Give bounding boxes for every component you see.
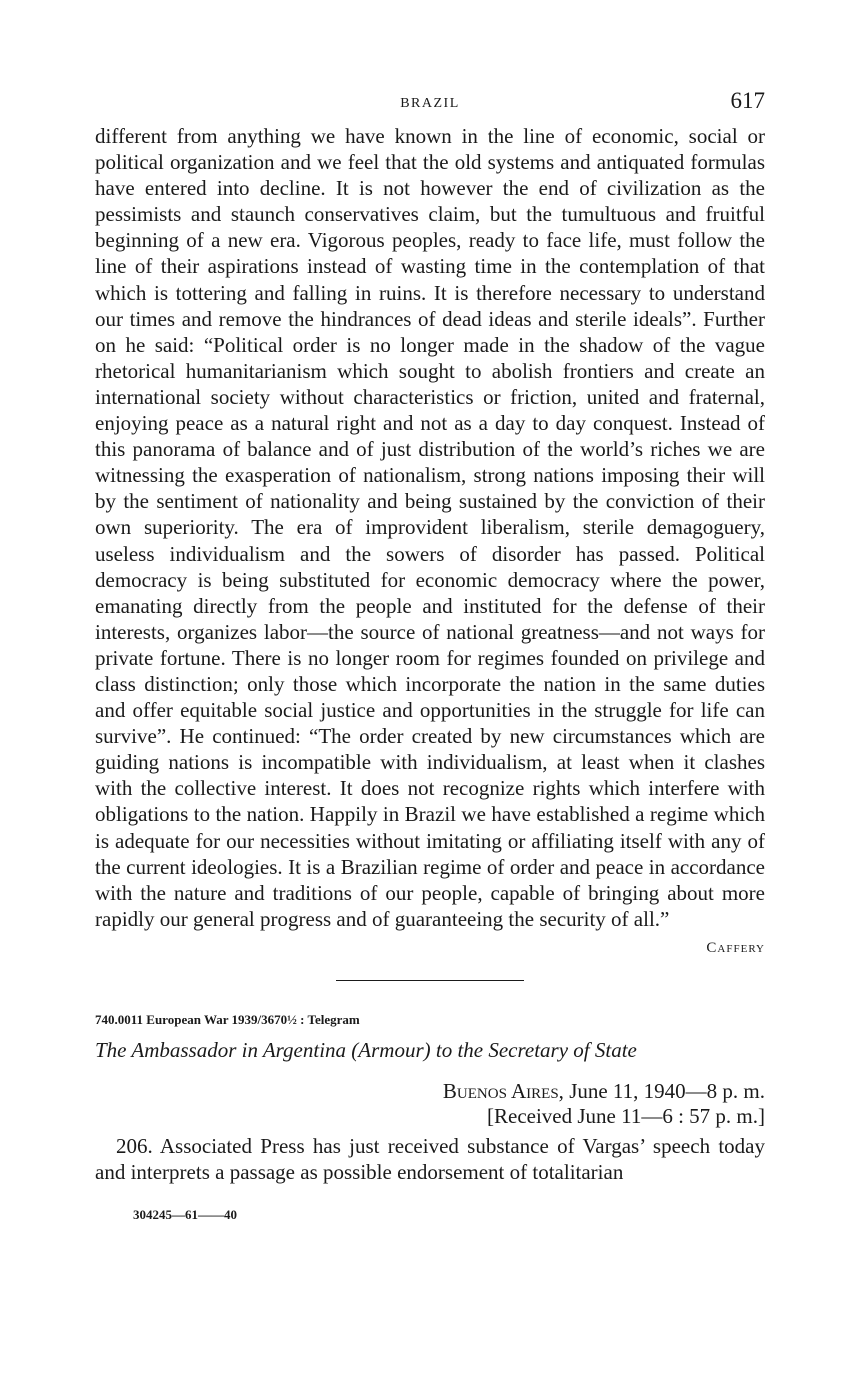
section-divider — [336, 980, 524, 981]
dateline-place: Buenos Aires, — [442, 1078, 564, 1103]
dateline-date: June 11, 1940—8 p. m. — [563, 1078, 765, 1103]
continued-paragraph: different from anything we have known in the line of economic, social or political organization and we feel that the old systems and antiquated formulas have entered into decline. It is not however the end of civilization as the pessimists and staunch conservatives claim, but the tumultuous and fruitful beginning of a new era. Vigorous peoples, ready to face life, must follow the line of their aspirations instead of wasting time in the contemplation of that which is tottering and falling in ruins. It is therefore necessary to understand our times and remove the hindrances of dead ideas and sterile ideals”. Further on he said: “Political order is no longer made in the shadow of the vague rhetorical humanitarianism which sought to abolish frontiers and create an international society without characteristics or friction, united and fraternal, enjoying peace as a natural right and not as a day to day conquest. Instead of this panorama of balance and of just distribution of the world’s riches we are witnessing the exasperation of nationalism, strong nations imposing their will by the sentiment of nationality and being sustained by the conviction of their own superiority. The era of improvident liberalism, sterile demagoguery, useless individualism and the sowers of disorder has passed. Political democracy is being substituted for economic democracy where the power, emanating directly from the people and instituted for the defense of their interests, organizes labor—the source of national greatness—and not ways for private fortune. There is no longer room for regimes founded on privilege and class distinction; only those which incorporate the nation in the same duties and offer equitable social justice and opportunities in the struggle for life can survive”. He continued: “The order created by new circumstances which are guiding nations is incompatible with individualism, at least when it clashes with the collective interest. It does not recognize rights which interfere with obligations to the nation. Happily in Brazil we have established a regime which is adequate for our necessities without imitating or affiliating itself with any of the current ideologies. It is a Brazilian regime of order and peace in accordance with the nature and traditions of our people, capable of bringing about more rapidly our general progress and of guaranteeing the security of all.” — [95, 124, 765, 931]
print-code: 304245—61——40 — [133, 1207, 237, 1223]
dateline-sent — [95, 1079, 765, 1104]
document-heading: The Ambassador in Argentina (Armour) to the Secretary of State — [95, 1037, 637, 1062]
signature-caffery: Caffery — [706, 939, 765, 956]
file-reference: 740.0011 European War 1939/3670½ : Telegram — [95, 1011, 360, 1027]
dateline-received: [Received June 11—6 : 57 p. m.] — [487, 1103, 765, 1128]
dateline — [95, 1079, 765, 1129]
running-title: BRAZIL — [400, 96, 460, 111]
page-number: 617 — [730, 88, 765, 113]
running-header — [95, 88, 765, 120]
telegram-paragraph: 206. Associated Press has just received substance of Vargas’ speech today and interprets a passage as possible endorsement of totalitarian — [95, 1133, 765, 1184]
document-page — [95, 88, 765, 1224]
